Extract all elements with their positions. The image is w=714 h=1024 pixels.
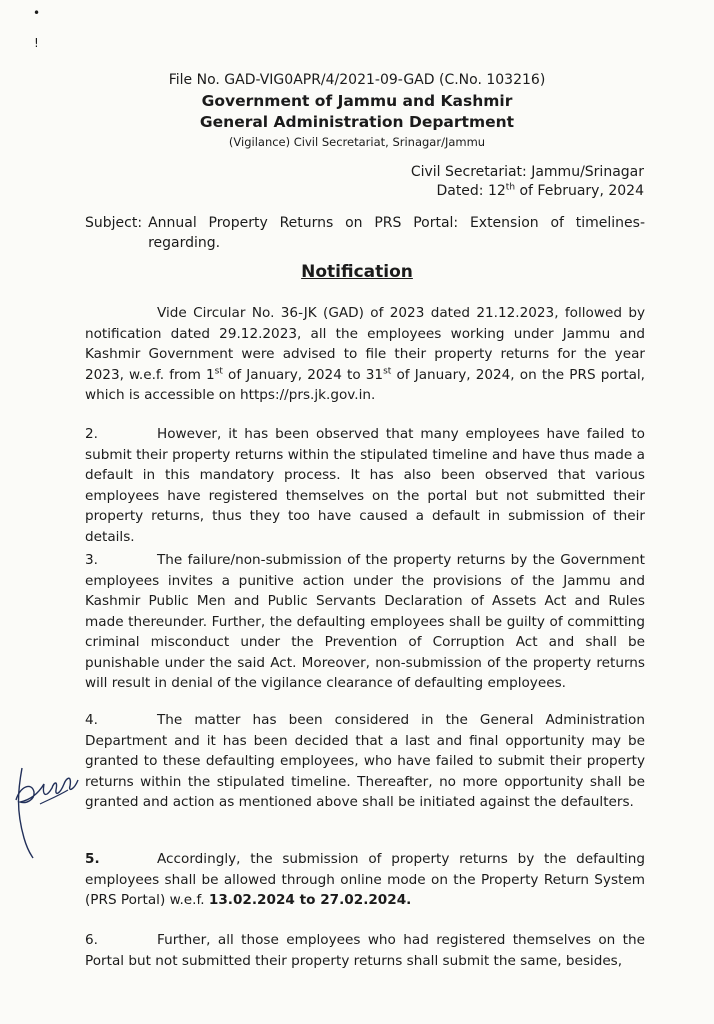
department-wing: (Vigilance) Civil Secretariat, Srinagar/Jammu [228, 135, 486, 149]
margin-dot: • [33, 6, 41, 20]
handwritten-signature [2, 760, 87, 860]
paragraph-4: 4. The matter has been considered in the General Administration Department and it has been decided that a last and final opportunity may be granted to these defaulting employees, who have failed to submit their property returns within the stipulated timeline. Thereafter, no more opportunity shall be granted and action as mentioned above shall be initiated against the defaulters. [85, 712, 645, 810]
date-line: Dated: 12th of February, 2024 [436, 182, 644, 199]
file-number: File No. GAD-VIG0APR/4/2021-09-GAD (C.No. 103216) [168, 72, 546, 88]
subject-line [85, 213, 645, 253]
paragraph-6: 6. Further, all those employees who had registered themselves on the Portal but not submitted their property returns shall submit the same, besides, [85, 932, 645, 969]
extension-dates: 13.02.2024 to 27.02.2024. [208, 892, 412, 908]
department-name: General Administration Department [199, 113, 515, 131]
subject-label: Subject: [85, 215, 143, 231]
paragraph-number: 5. [85, 851, 100, 867]
paragraph-number: 2. [85, 426, 98, 442]
notification-title: Notification [301, 262, 413, 282]
paragraph-number: 3. [85, 552, 98, 568]
subject-text: Annual Property Returns on PRS Portal: Extension of timelines- regarding. [148, 215, 645, 251]
margin-tick: ! [34, 36, 39, 50]
place-line: Civil Secretariat: Jammu/Srinagar [410, 164, 644, 180]
paragraph-number: 6. [85, 932, 98, 948]
government-name: Government of Jammu and Kashmir [201, 92, 513, 110]
paragraph-number: 4. [85, 712, 98, 728]
paragraph-5: 5. Accordingly, the submission of property returns by the defaulting employees shall be allowed through online mode on the Property Return System (PRS Portal) w.e.f. 13.02.2024 to 27.02.2024. [85, 851, 645, 908]
paragraph-3: 3. The failure/non-submission of the property returns by the Government employees invites a punitive action under the provisions of the Jammu and Kashmir Public Men and Public Servants Declaration of Assets Act and Rules made thereunder. Further, the defaulting employees shall be guilty of committing criminal misconduct under the Prevention of Corruption Act and shall be punishable under the said Act. Moreover, non-submission of the property returns will result in denial of the vigilance clearance of defaulting employees. [85, 552, 645, 691]
paragraph-2: 2. However, it has been observed that many employees have failed to submit their property returns within the stipulated timeline and have thus made a default in this mandatory process. It has also been observed that various employees have registered themselves on the portal but not submitted their property returns, thus they too have caused a default in submission of their details. [85, 426, 645, 545]
paragraph-1: Vide Circular No. 36-JK (GAD) of 2023 dated 21.12.2023, followed by notification dated 29.12.2023, all the employees working under Jammu and Kashmir Government were advised to file their property returns for the year 2023, w.e.f. from 1st of January, 2024 to 31st of January, 2024, on the PRS portal, which is accessible on https://prs.jk.gov.in. [85, 305, 646, 403]
